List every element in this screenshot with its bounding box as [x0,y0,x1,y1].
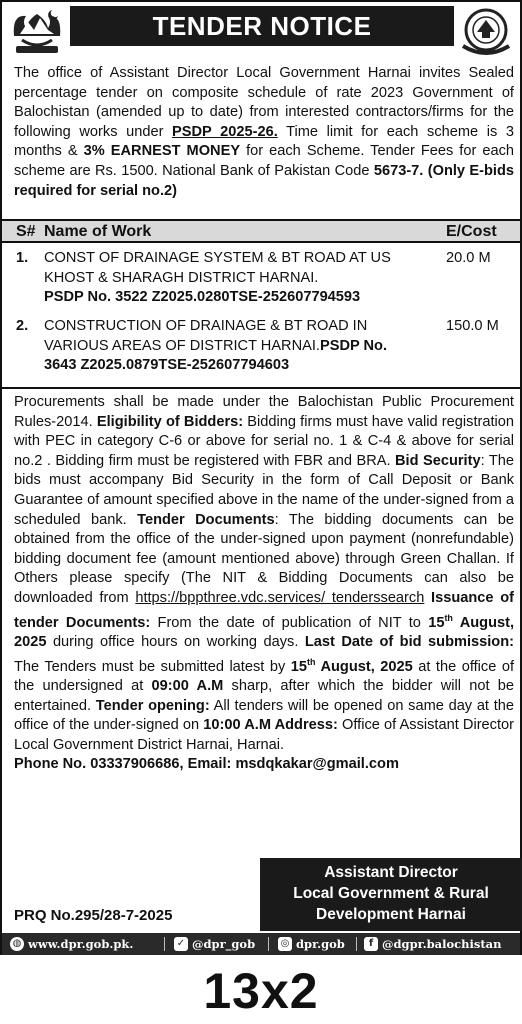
issuance-heading: Issuance of tender Documents: [14,589,514,631]
intro-text: The office of Assistant Director Local Government Harnai invites Sealed percentage tender on composite schedule of rate 2023 Government of Balochistan (amended up to date) from interested contractors/firms for the following works under [14,65,514,140]
psdp-year: PSDP 2025-26. [172,123,278,140]
row-cost: 20.0 M [446,250,491,266]
body-text: : The bids must accompany Bid Security in the form of Call Deposit or Bank Guarantee of amount specified above in the name of the under-signed from a scheduled bank. [14,452,514,528]
address-text: Office of Assistant Director Local Government District Harnai, Harnai. [14,717,514,753]
signature-line: Local Government & Rural [293,885,489,902]
bid-security-heading: Bid Security [395,452,481,469]
last-date: 15 [290,658,307,675]
signature-line: Assistant Director [324,864,458,881]
row-sn: 1. [16,250,29,266]
row-cost: 150.0 M [446,318,499,334]
balochistan-emblem-icon [8,6,66,58]
facebook-icon: f [364,937,378,951]
social-bar [2,933,520,955]
body-text: Bidding firms must have valid registration with PEC in category C-6 or above for serial no. 1 & C-4 & above for serial no.2 . Bidding firm must be registered with FBR and BRA. [14,413,514,469]
work-name: CONST OF DRAINAGE SYSTEM & BT ROAD AT US KHOST & SHARAGH DISTRICT HARNAI. [44,250,391,286]
facebook-text: @dgpr.balochistan [382,937,502,951]
row-name [44,317,416,376]
issuance-month: August, 2025 [14,614,515,650]
website-text: www.dpr.gob.pk. [28,937,134,951]
eligibility-heading: Eligibility of Bidders: [96,413,244,430]
local-government-logo-icon [457,6,515,58]
row-sn: 2. [16,318,29,334]
facebook-item[interactable] [364,933,502,955]
twitter-item[interactable] [174,933,255,955]
body-text: All tenders will be opened on same day at the office of the under-signed on [14,697,514,734]
date-suffix: th [306,656,316,667]
body-text: at the office of the undersigned at [14,658,514,695]
website-item[interactable] [10,933,133,955]
body-text: From the date of publication of NIT to [150,614,429,631]
prq-number: PRQ No.295/28-7-2025 [14,907,173,924]
intro-text: Time limit for each scheme is 3 months & [14,123,514,160]
date-suffix: th [444,612,453,623]
earnest-money: 3% EARNEST MONEY [83,143,241,160]
work-name: CONSTRUCTION OF DRAINAGE & BT ROAD IN VARIOUS AREAS OF DISTRICT HARNAI. [44,318,368,354]
opening-time: 10:00 A.M [203,717,271,734]
opening-heading: Tender opening: [95,697,210,714]
instagram-text: dpr.gob [296,937,345,951]
body-text: sharp, after which the bidder will not be entertained. [14,678,514,714]
divider [164,937,165,951]
issuance-date: 15 [428,614,445,631]
page-title: TENDER NOTICE [70,6,454,46]
header-sn: S# [16,223,36,240]
intro-text: for each Scheme. Tender Fees for each scheme are Rs. 1500. National Bank of Pakistan Code [14,143,515,179]
tender-documents-heading: Tender Documents [137,511,275,528]
header-cost: E/Cost [446,223,497,240]
work-psdp: PSDP No. 3643 Z2025.0879TSE-252607794603 [44,337,388,374]
signature-block [260,858,522,931]
intro-paragraph [14,64,514,201]
contact-line: Phone No. 03337906686, Email: msdqkakar@gmail.com [14,756,399,773]
terms-paragraph [14,393,514,775]
work-psdp: PSDP No. 3522 Z2025.0280TSE-252607794593 [44,289,361,306]
ad-size-label: 13x2 [203,963,319,1019]
table-divider [2,387,520,389]
twitter-icon: ✓ [174,937,188,951]
tender-search-link[interactable]: https://bppthree.vdc.services/ tenderssearch [135,589,425,606]
body-text: The Tenders must be submitted latest by [14,658,291,675]
twitter-text: @dpr_gob [192,937,256,951]
submission-time: 09:00 A.M [151,678,224,695]
table-header [2,219,520,243]
address-heading: Address: [270,717,338,734]
divider [268,937,269,951]
bank-code: 5673-7. (Only E-bids required for serial no.2) [14,162,515,199]
instagram-icon: ◎ [278,937,292,951]
body-text: Procurements shall be made under the Balochistan Public Procurement Rules-2014. [14,394,514,430]
divider [356,937,357,951]
body-text: during office hours on working days. [46,633,305,650]
globe-icon: ◍ [10,937,24,951]
header-name: Name of Work [44,223,152,240]
last-date-heading: Last Date of bid submission: [304,633,514,650]
row-name [44,249,416,308]
last-date-month: August, 2025 [315,658,413,675]
instagram-item[interactable] [278,933,345,955]
signature-line: Development Harnai [316,906,466,923]
body-text: : The bidding documents can be obtained from the office of the under-signed upon payment (nonrefundable) bidding document fee (amount mentioned above) through Green Challan. If Others please specify (The NIT & Bidding Documents can also be downloaded from [14,511,514,606]
